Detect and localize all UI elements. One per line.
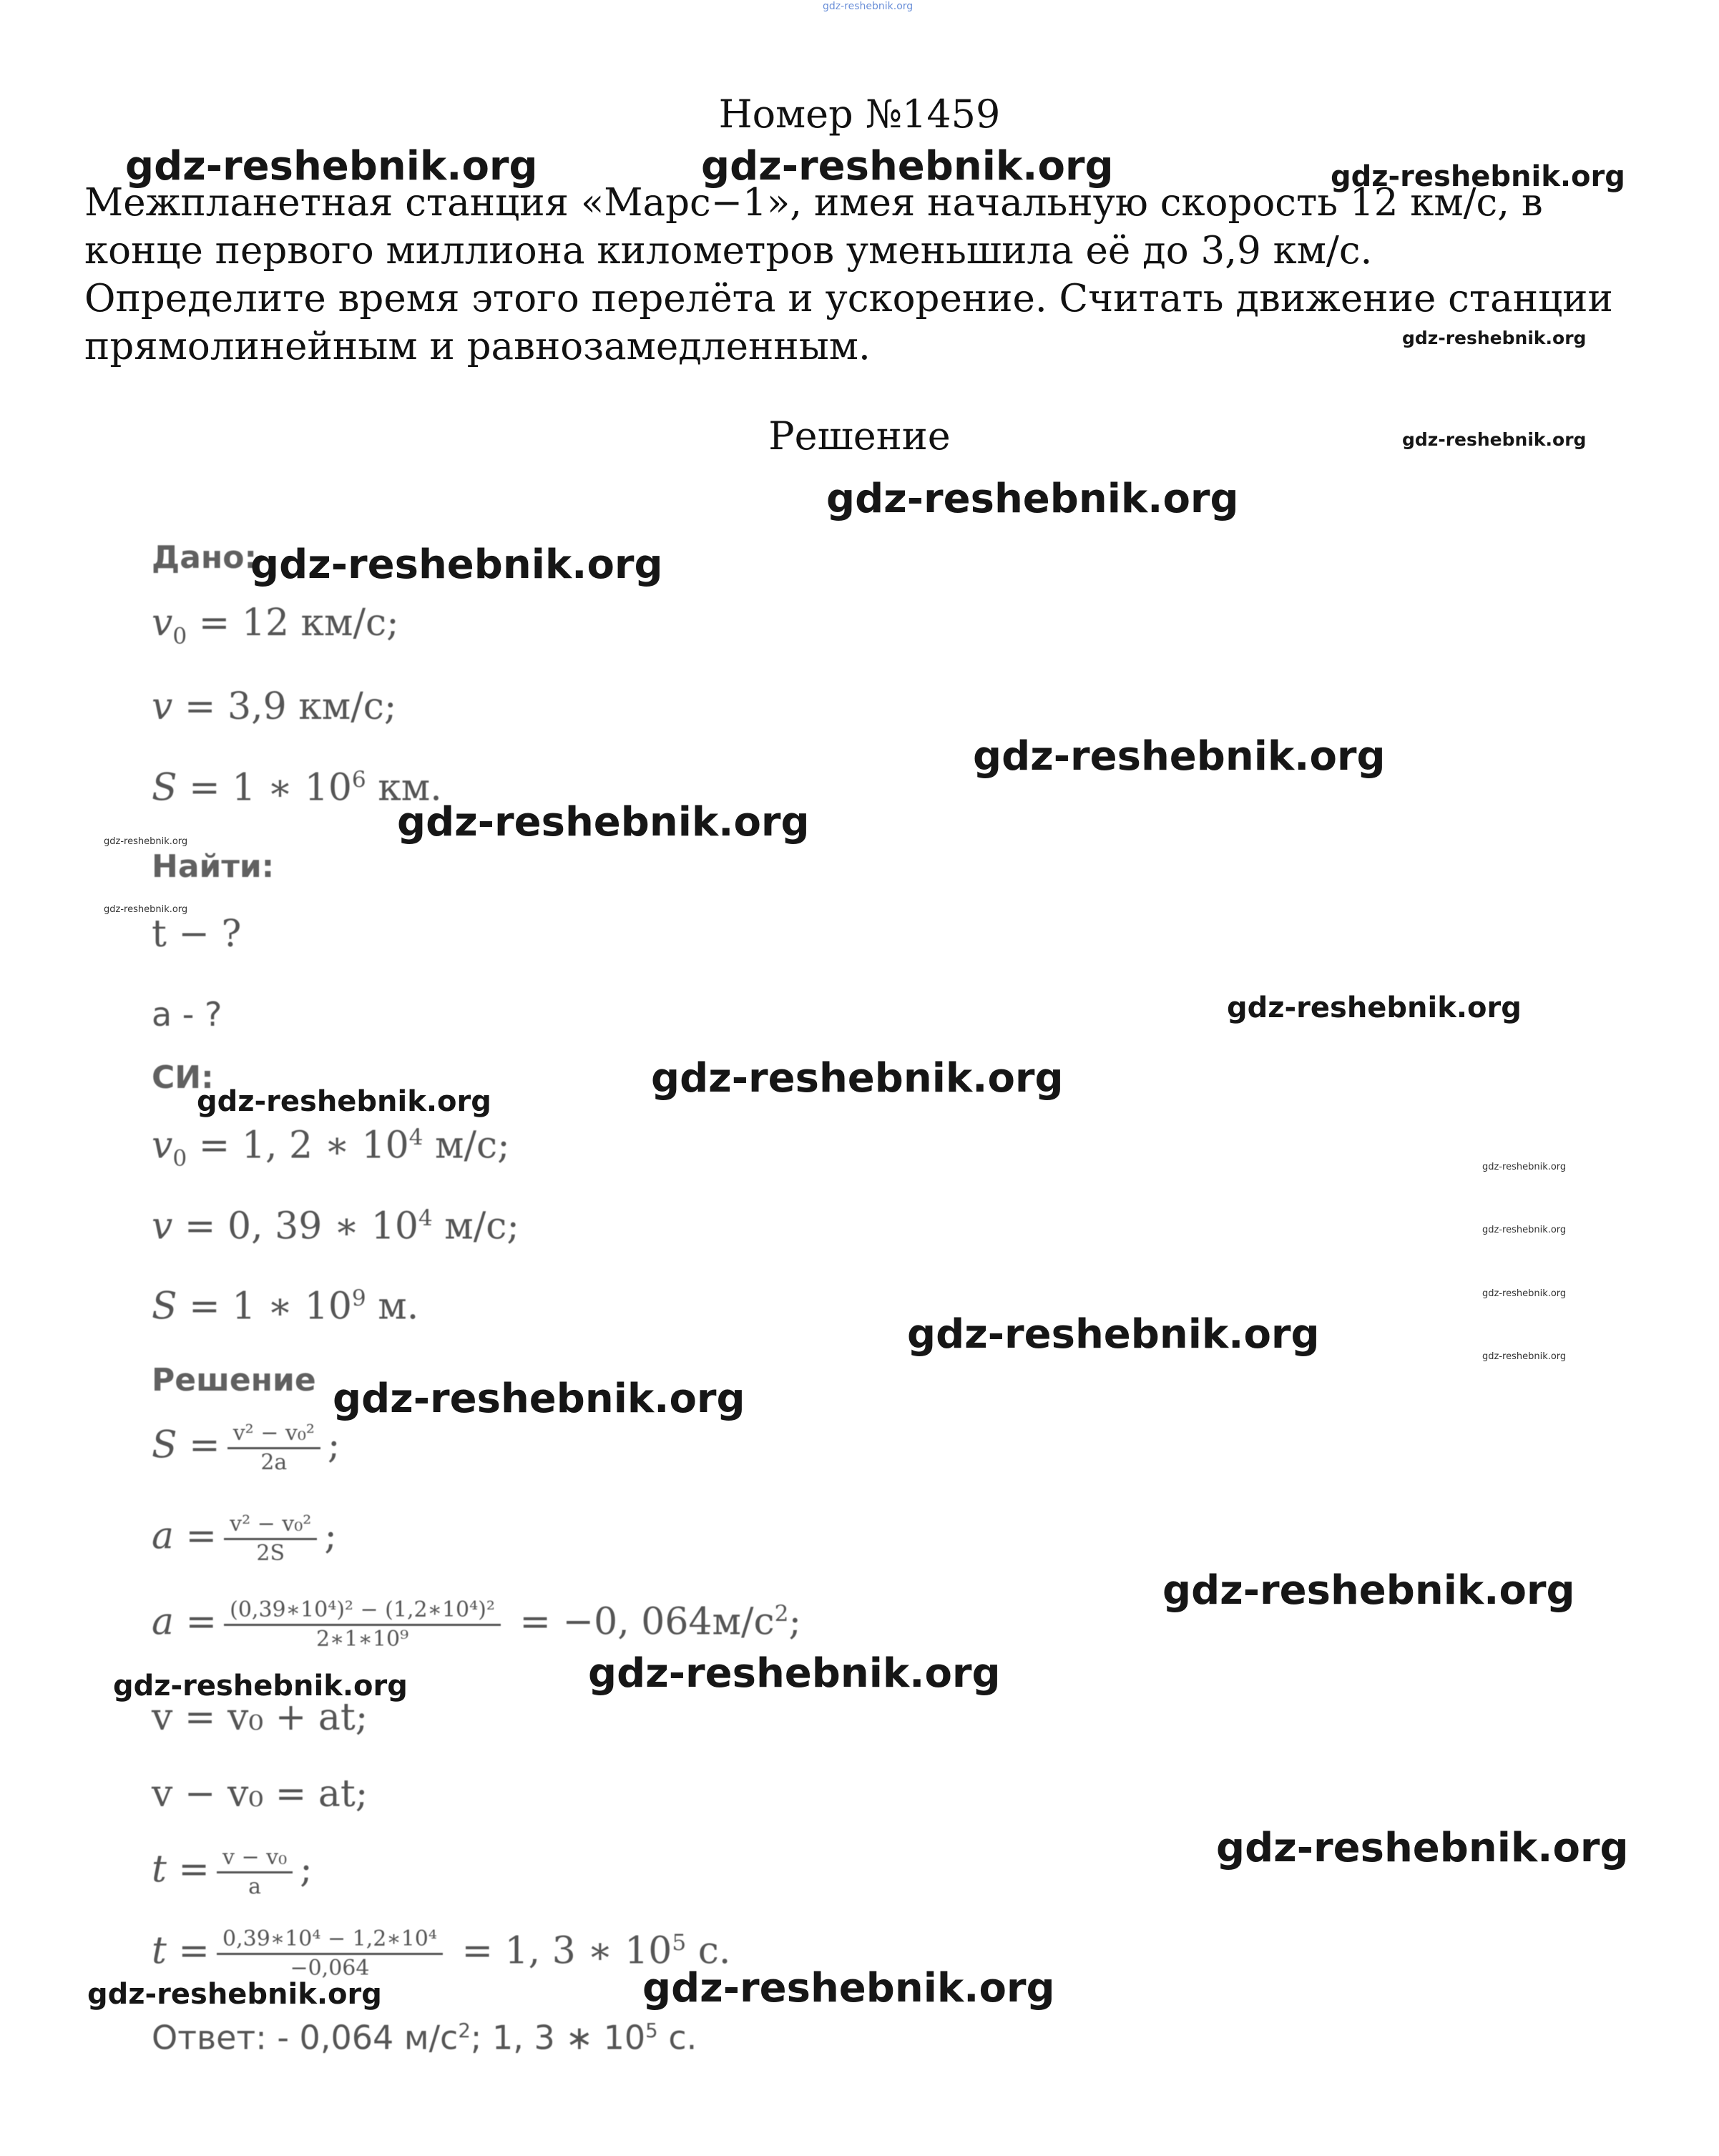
calc-t-result-exp: 5 (672, 1930, 687, 1956)
watermark: gdz-reshebnik.org (1482, 1162, 1567, 1172)
watermark: gdz-reshebnik.org (104, 836, 188, 847)
si-label: СИ: (152, 1059, 214, 1096)
equation-1: v = v₀ + at; (152, 1696, 368, 1739)
given-v0-value: = 12 км/с; (187, 602, 399, 645)
si-s: S = 1 ∗ $10^9$ м. (152, 1285, 419, 1328)
calc-t-den: −0,064 (290, 1955, 370, 1981)
equation-2: v − v₀ = at; (152, 1773, 368, 1816)
answer-middle: ; 1, 3 ∗ 10 (470, 2018, 646, 2057)
watermark: gdz-reshebnik.org (1402, 429, 1587, 450)
formula-a-num: v² − v₀² (224, 1511, 317, 1540)
si-s-unit: м. (366, 1285, 419, 1328)
si-v0-exp: 4 (408, 1124, 423, 1150)
watermark: gdz-reshebnik.org (973, 733, 1386, 780)
formula-s: S = $\frac{\text{v² − v₀²}}{2a}$ ; (152, 1421, 341, 1475)
formula-t-num: v − v₀ (217, 1844, 293, 1873)
watermark: gdz-reshebnik.org (1227, 991, 1522, 1024)
calc-a-den: 2∗1∗10⁹ (315, 1626, 409, 1652)
watermark: gdz-reshebnik.org (333, 1376, 745, 1422)
si-v0-unit: м/с; (423, 1124, 510, 1167)
watermark: gdz-reshebnik.org (701, 143, 1114, 190)
calc-a-result-exp: 2 (774, 1601, 789, 1627)
si-v0: $v_0 = 1$, 2 ∗ $10^4$ м/с; (152, 1124, 510, 1172)
find-label: Найти: (152, 848, 275, 885)
watermark: gdz-reshebnik.org (1402, 328, 1587, 348)
formula-t-fraction (217, 1844, 293, 1900)
watermark: gdz-reshebnik.org (907, 1311, 1320, 1358)
formula-s-num: v² − v₀² (227, 1420, 320, 1449)
given-s-value: = 1 ∗ 10 (177, 766, 352, 810)
calc-t-result: = 1, 3 ∗ 10 (449, 1929, 672, 1973)
si-v0-value: = 1, 2 ∗ 10 (187, 1124, 409, 1167)
watermark: gdz-reshebnik.org (642, 1965, 1055, 2012)
problem-text: Межпланетная станция «Марс−1», имея начальную скорость 12 км/с, в конце первого миллиона километров уменьшила её до 3,9 км/с. Определите время этого перелёта и ускорение. Считать движение станции прямолинейным и равнозамедленным. (84, 181, 1613, 368)
watermark: gdz-reshebnik.org (1482, 1225, 1567, 1235)
si-s-exp: 9 (351, 1285, 366, 1311)
answer-unit: с. (657, 2018, 697, 2057)
calc-t-fraction (217, 1926, 443, 1981)
answer-prefix: Ответ: - 0,064 м/с (152, 2018, 459, 2057)
watermark: gdz-reshebnik.org (397, 799, 810, 846)
watermark: gdz-reshebnik.org (826, 476, 1239, 522)
formula-a-fraction (224, 1511, 317, 1567)
formula-t-den: a (248, 1873, 262, 1899)
calc-t-result-unit: с. (686, 1929, 731, 1973)
page-title: Номер №1459 (718, 92, 1001, 137)
given-s: S = 1 ∗ $10^6$ км. (152, 766, 442, 810)
watermark: gdz-reshebnik.org (125, 143, 538, 190)
find-a: a - ? (152, 995, 222, 1034)
calc-a-num: (0,39∗10⁴)² − (1,2∗10⁴)² (224, 1597, 501, 1626)
find-t: t − ? (152, 913, 242, 956)
watermark: gdz-reshebnik.org (87, 1978, 382, 2011)
formula-s-den: 2a (260, 1449, 288, 1475)
formula-s-fraction (227, 1420, 320, 1476)
answer-exp-1: 2 (458, 2019, 471, 2042)
si-v-exp: 4 (418, 1205, 433, 1231)
calc-a-result: = −0, 064м/с (507, 1600, 775, 1644)
watermark: gdz-reshebnik.org (651, 1055, 1064, 1102)
watermark: gdz-reshebnik.org (1162, 1567, 1575, 1614)
watermark: gdz-reshebnik.org (197, 1085, 491, 1118)
calc-a: a = $\frac{\text{(0,39∗10⁴)² − (1,2∗10⁴)²}}{\text{2∗1∗10⁹}}$ = −0, $064м/с^2$; (152, 1597, 801, 1652)
answer (152, 2018, 697, 2057)
watermark: gdz-reshebnik.org (104, 904, 188, 915)
given-v: v = 3,9 км/с; (152, 685, 397, 728)
solution-label: Решение (152, 1362, 316, 1398)
watermark: gdz-reshebnik.org (113, 1670, 408, 1702)
given-s-unit: км. (366, 766, 442, 810)
given-v-value: = 3,9 км/с; (172, 685, 397, 728)
given-s-exp: 6 (351, 767, 366, 793)
watermark-top: gdz-reshebnik.org (823, 1, 914, 12)
given-label: Дано: (152, 539, 258, 576)
formula-a-den: 2S (256, 1540, 285, 1566)
formula-t: t = $\frac{\text{v − v₀}}{a}$ ; (152, 1845, 313, 1899)
solution-heading: Решение (768, 413, 951, 459)
calc-a-fraction (224, 1597, 501, 1652)
given-v0: $v_0 = 12$ км/с; (152, 602, 399, 650)
watermark: gdz-reshebnik.org (250, 542, 663, 588)
si-v-value: = 0, 39 ∗ 10 (172, 1205, 418, 1248)
si-v-unit: м/с; (432, 1205, 519, 1248)
si-v: v = 0, 39 ∗ $10^4$ м/с; (152, 1205, 519, 1248)
watermark: gdz-reshebnik.org (1331, 160, 1625, 193)
watermark: gdz-reshebnik.org (1216, 1825, 1629, 1871)
watermark: gdz-reshebnik.org (588, 1650, 1001, 1697)
answer-exp-2: 5 (645, 2019, 658, 2042)
calc-t-num: 0,39∗10⁴ − 1,2∗10⁴ (217, 1926, 443, 1955)
calc-t: t = $\frac{\text{0,39∗10⁴ − 1,2∗10⁴}}{-0,064}$ = 1, 3 ∗ $10^5$ с. (152, 1926, 731, 1981)
si-s-value: = 1 ∗ 10 (177, 1285, 352, 1328)
formula-a: a = $\frac{\text{v² − v₀²}}{2S}$ ; (152, 1511, 337, 1566)
watermark: gdz-reshebnik.org (1482, 1351, 1567, 1362)
watermark: gdz-reshebnik.org (1482, 1288, 1567, 1299)
